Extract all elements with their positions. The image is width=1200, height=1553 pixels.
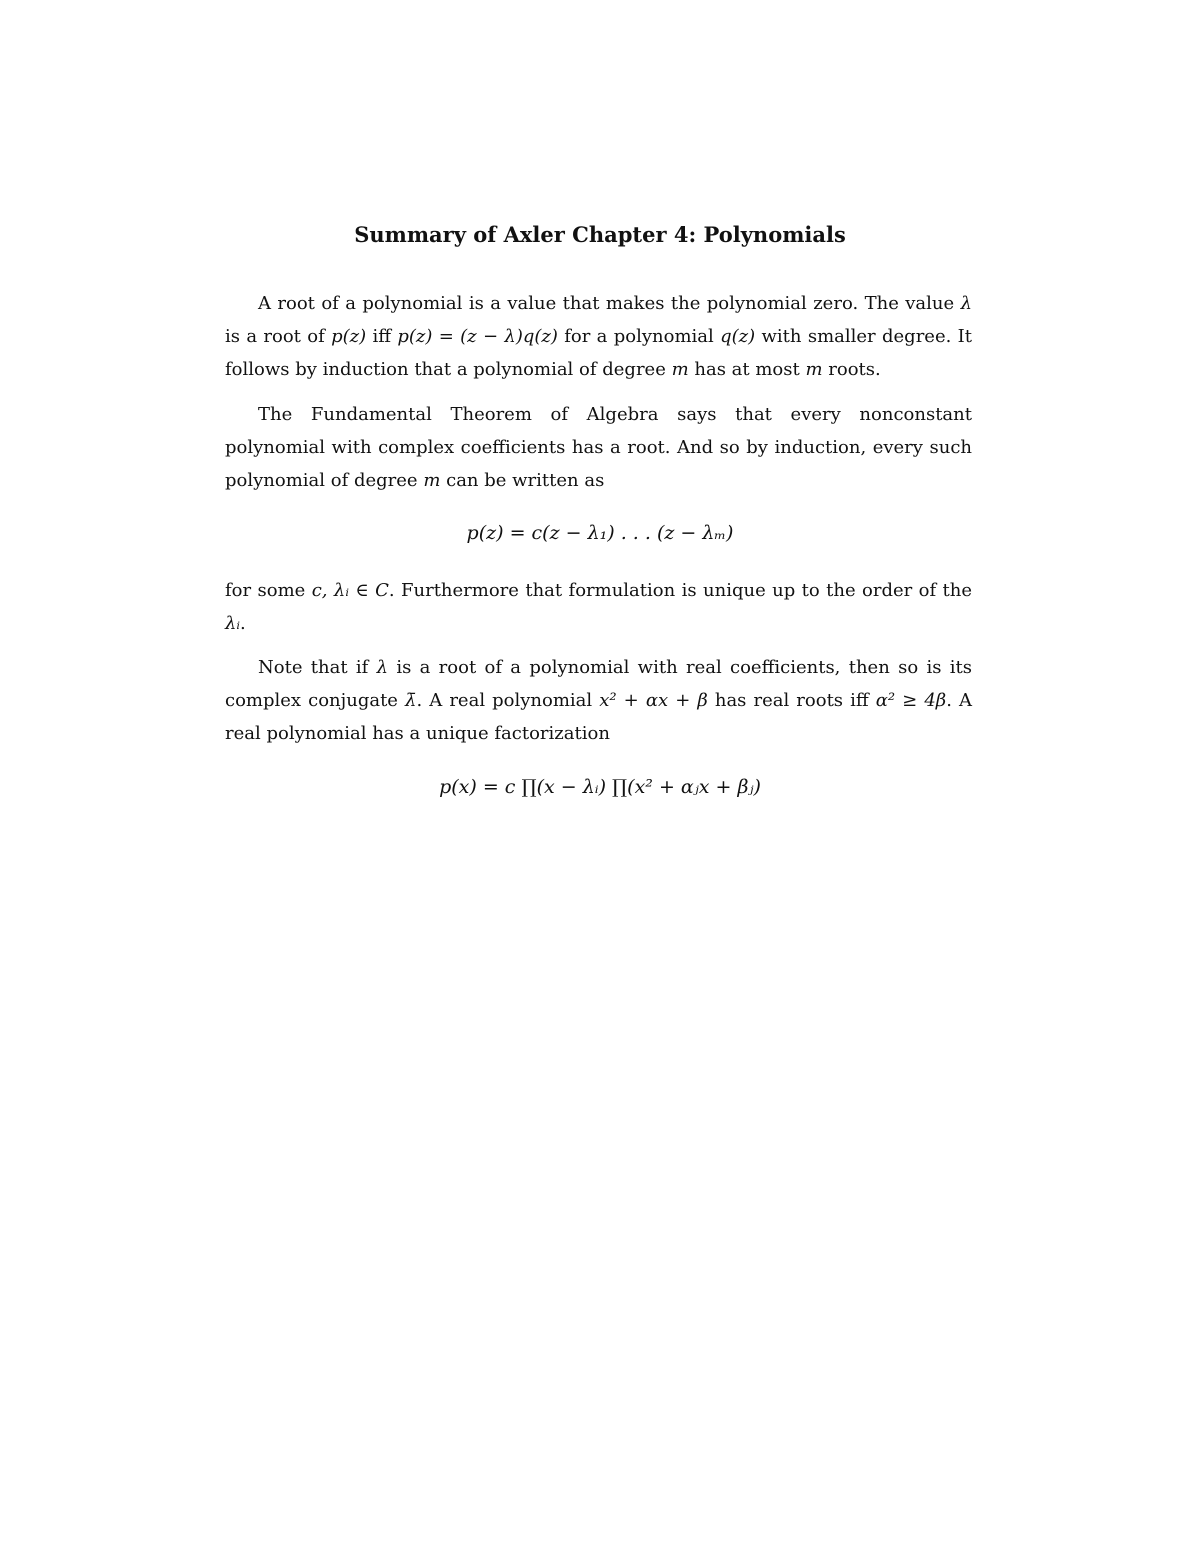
math-qz: q(z) — [720, 326, 756, 347]
math-lambda-i: λᵢ — [225, 613, 241, 634]
paragraph-fta: The Fundamental Theorem of Algebra says that every nonconstant polynomial with complex coefficients has a root. And so by induction, every such polynomial of degree m can be written as — [225, 404, 972, 491]
paragraph-real: Note that if λ is a root of a polynomial with real coefficients, then so is its complex conjugate λ̄. A real polynomial x² + αx + β has real roots iff α² ≥ 4β. A real polynomial has a unique factorization — [225, 657, 972, 744]
equation-factorization-complex: p(z) = c(z − λ₁) . . . (z − λₘ) — [466, 522, 734, 544]
math-lambda-bar: λ̄ — [405, 690, 417, 711]
math-c-lambda-in-c: c, λᵢ ∈ C — [311, 580, 389, 601]
math-quadratic: x² + αx + β — [599, 690, 708, 711]
math-lambda: λ — [960, 293, 972, 314]
equation-factorization-real: p(x) = c ∏(x − λᵢ) ∏(x² + αⱼx + βⱼ) — [439, 776, 761, 798]
paragraph-uniqueness: for some c, λᵢ ∈ C. Furthermore that formulation is unique up to the order of the λᵢ. — [225, 580, 973, 634]
math-factor-eq: p(z) = (z − λ)q(z) — [397, 326, 558, 347]
page-title: Summary of Axler Chapter 4: Polynomials — [354, 222, 846, 247]
math-discriminant: α² ≥ 4β — [875, 690, 947, 711]
math-pz: p(z) — [331, 326, 367, 347]
paragraph-roots: A root of a polynomial is a value that makes the polynomial zero. The value λ is a root of p(z) iff p(z) = (z − λ)q(z) for a polynomial q(z) with smaller degree. It follows by induction that a polynomial of degree m has at most m roots. — [225, 293, 972, 380]
